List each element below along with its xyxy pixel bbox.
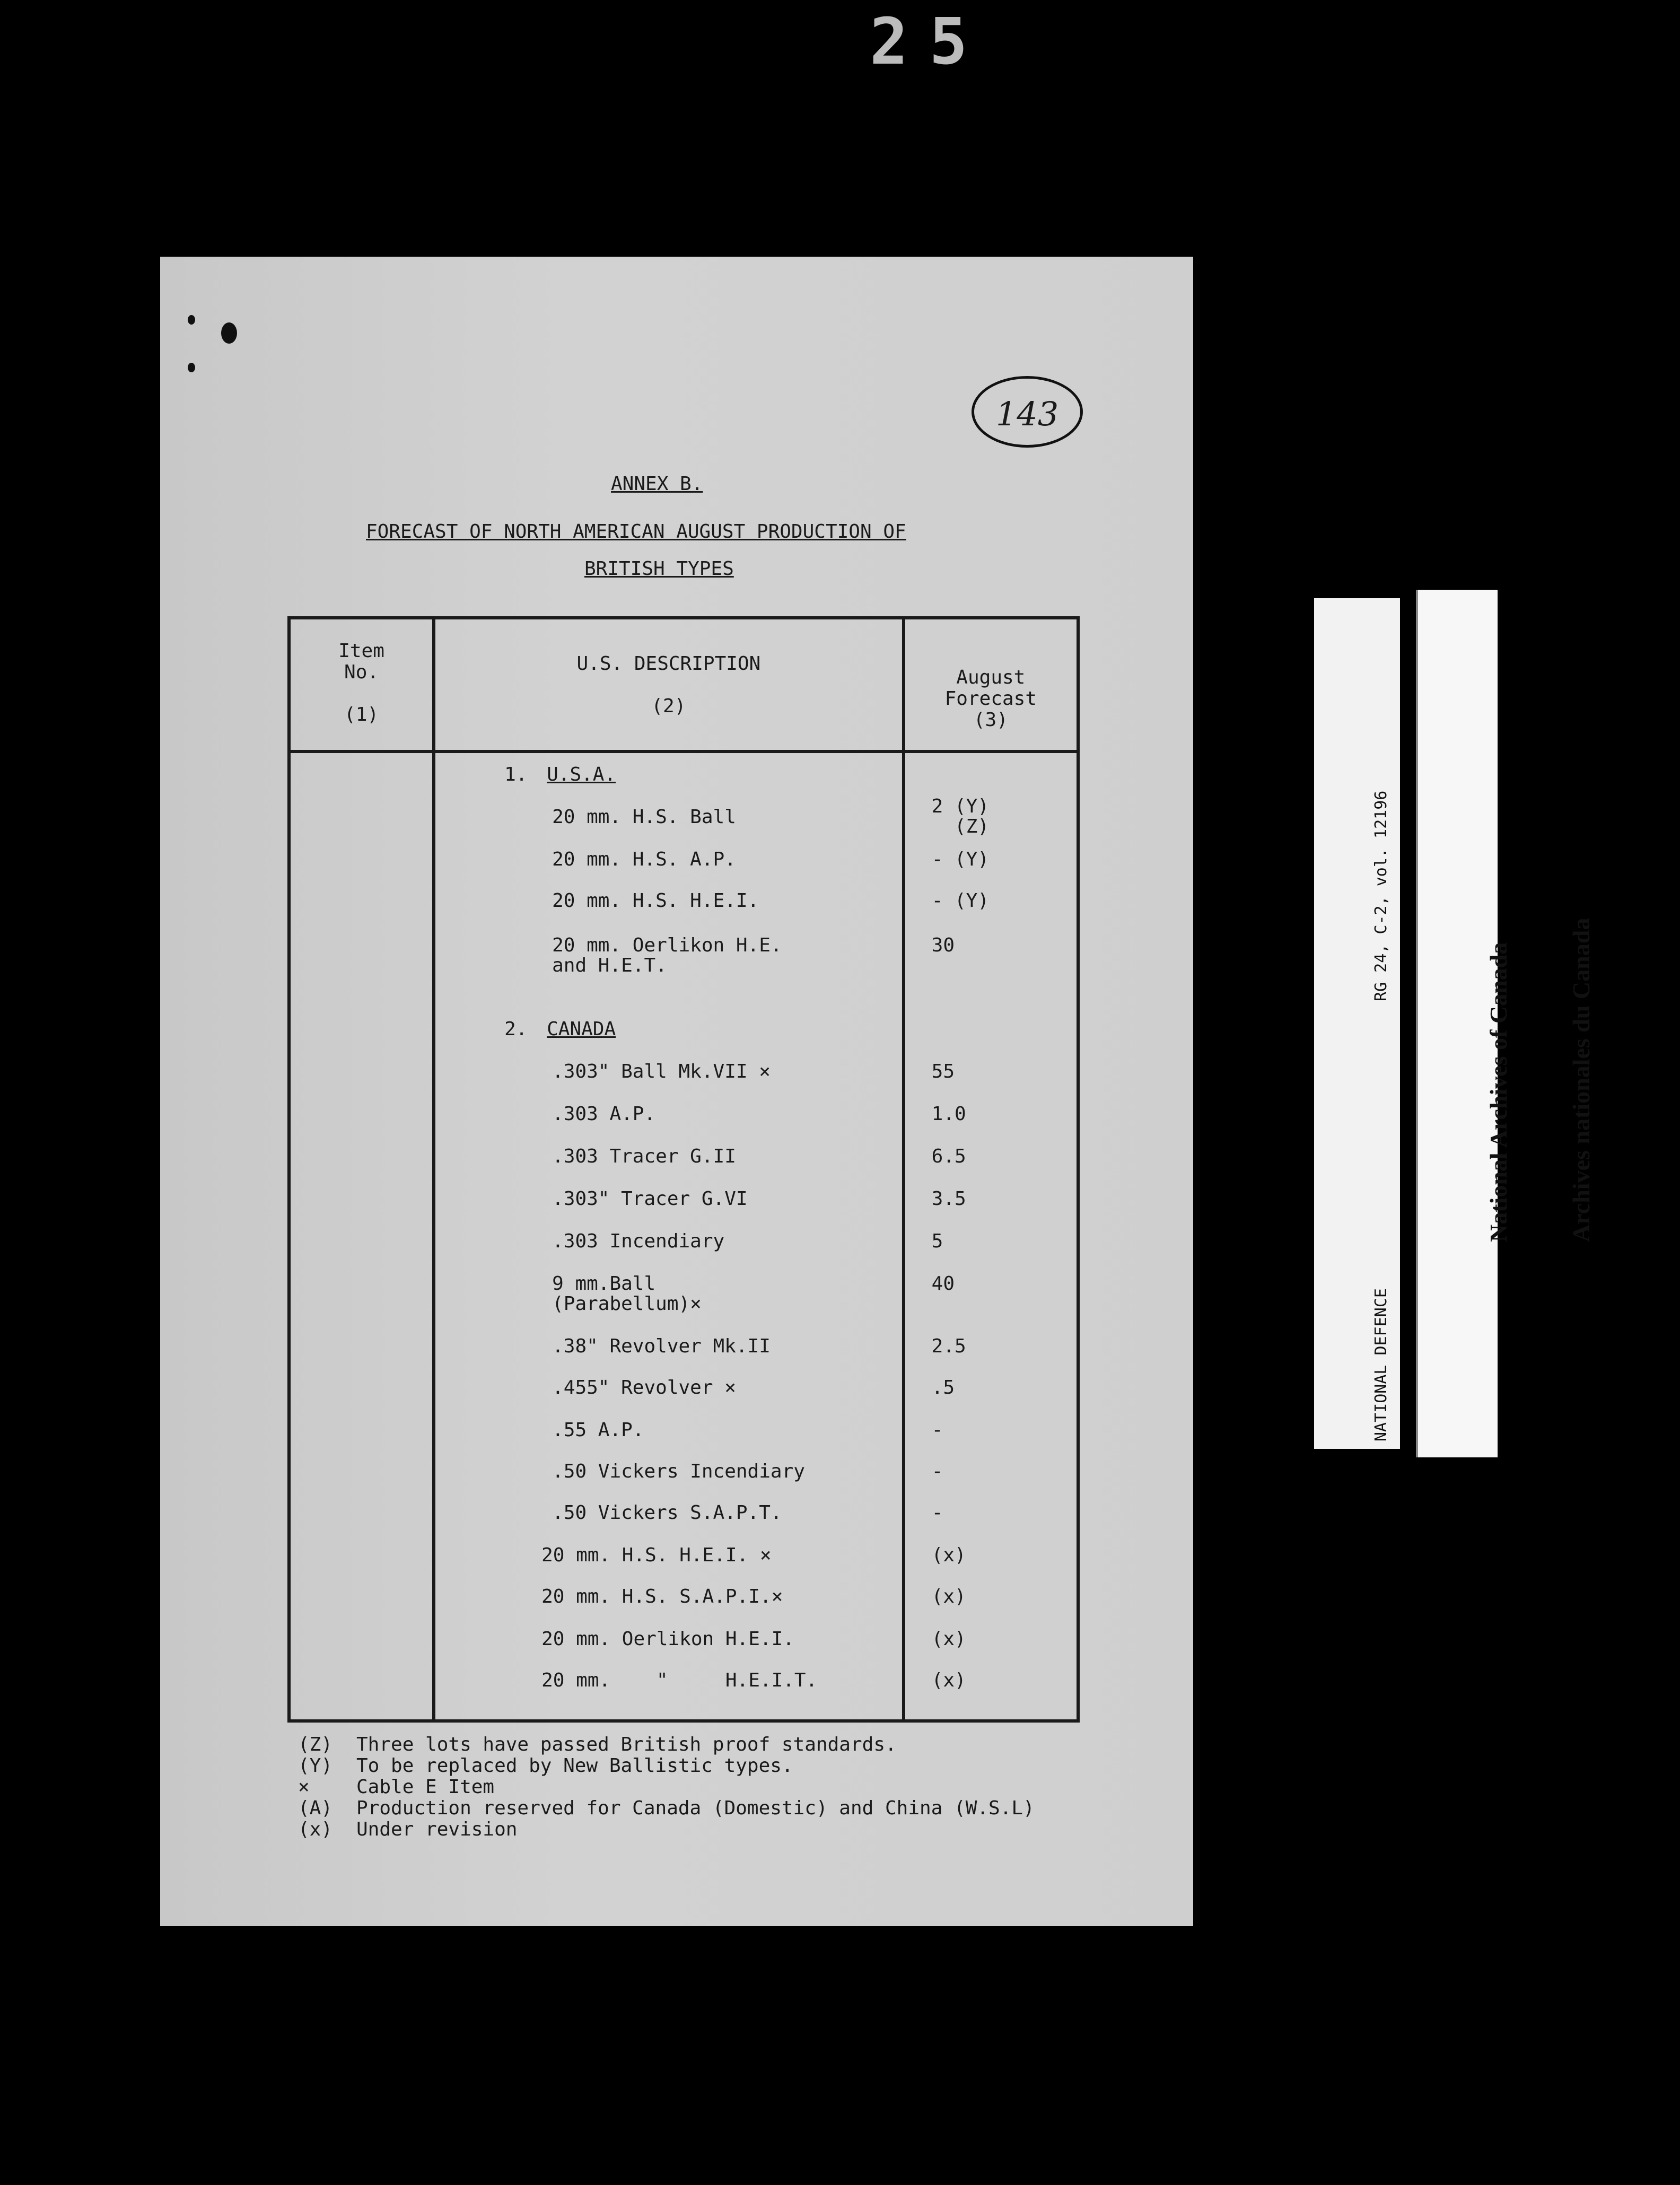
header-desc-text: U.S. DESCRIPTION [576, 653, 761, 675]
forecast-cell: (x) [931, 1670, 966, 1691]
footnote-symbol: (Y) [298, 1755, 333, 1777]
footnote-symbol: ⨯ [298, 1776, 310, 1798]
annex-label: ANNEX B. [611, 473, 703, 495]
forecast-cell: - (Y) [931, 890, 990, 912]
archives-name [1430, 918, 1650, 1242]
archives-line: Archives nationales du Canada [1568, 917, 1595, 1242]
description-cell: 20 mm. H.S. H.E.I. ⨯ [541, 1544, 772, 1566]
description-rows [435, 753, 902, 1719]
description-cell: .455" Revolver ⨯ [552, 1377, 736, 1399]
footnote [298, 1819, 1035, 1840]
footnote-text: Under revision [356, 1819, 518, 1840]
description-cell: .55 A.P. [552, 1419, 644, 1441]
description-column [434, 751, 904, 1721]
forecast-cell: (x) [931, 1586, 966, 1607]
description-cell: .50 Vickers Incendiary [552, 1461, 805, 1482]
table-header-row [289, 618, 1078, 751]
punch-hole [188, 315, 195, 325]
page-number-stamp [972, 376, 1083, 448]
header-item-text: (1) [344, 704, 379, 726]
footnote-symbol: (Z) [298, 1734, 333, 1755]
forecast-cell: 30 [931, 934, 955, 956]
header-item-no [289, 618, 434, 751]
description-cell: 20 mm. Oerlikon H.E. and H.E.T. [552, 934, 782, 976]
forecast-cell: (x) [931, 1628, 966, 1650]
header-aug-text: (3) [973, 709, 1008, 731]
section-number: 1. [504, 764, 528, 785]
forecast-table [287, 616, 1080, 1723]
title-line-2: BRITISH TYPES [584, 558, 734, 580]
header-desc-text: (2) [651, 695, 686, 717]
description-cell: 20 mm. Oerlikon H.E.I. [541, 1628, 794, 1650]
section-heading: U.S.A. [547, 764, 616, 785]
footnote [298, 1755, 1035, 1777]
forecast-rows [905, 753, 1077, 1719]
description-cell: 9 mm.Ball (Parabellum)⨯ [552, 1273, 702, 1315]
forecast-cell: 5 [931, 1230, 943, 1252]
footnote [298, 1777, 1035, 1798]
description-cell: .303 Incendiary [552, 1230, 725, 1252]
footnote-text: To be replaced by New Ballistic types. [356, 1755, 793, 1777]
page-number: 143 [995, 395, 1059, 433]
document-page [160, 257, 1193, 1926]
header-description [434, 618, 904, 751]
forecast-cell: 2.5 [931, 1335, 966, 1357]
archives-line: National Archives of Canada [1485, 942, 1512, 1242]
title-line-1: FORECAST OF NORTH AMERICAN AUGUST PRODUCTION OF [366, 521, 906, 543]
forecast-cell: (x) [931, 1544, 966, 1566]
forecast-cell: - [931, 1502, 943, 1524]
footnote-symbol: (A) [298, 1797, 333, 1819]
forecast-cell: 3.5 [931, 1188, 966, 1210]
footnote-text: Cable E Item [356, 1776, 495, 1798]
punch-hole [188, 363, 195, 372]
description-cell: 20 mm. H.S. A.P. [552, 849, 736, 870]
footnotes [298, 1734, 1035, 1840]
description-cell: 20 mm. " H.E.I.T. [541, 1670, 818, 1691]
description-cell: .303" Ball Mk.VII ⨯ [552, 1061, 771, 1082]
forecast-cell: - (Y) [931, 849, 990, 870]
frame-number: 25 [870, 5, 989, 79]
description-cell: 20 mm. H.S. H.E.I. [552, 890, 759, 912]
header-august-forecast [904, 618, 1078, 751]
header-item-text: No. [344, 661, 379, 683]
department-line: NATIONAL DEFENCE [1372, 1288, 1390, 1441]
footnote-text: Three lots have passed British proof standards. [356, 1734, 897, 1755]
forecast-cell: 40 [931, 1273, 955, 1295]
description-cell: 20 mm. H.S. Ball [552, 806, 736, 828]
punch-hole [221, 322, 237, 344]
section-heading: CANADA [547, 1018, 616, 1040]
footnote [298, 1734, 1035, 1755]
forecast-cell: 6.5 [931, 1146, 966, 1167]
header-aug-text: August [956, 667, 1026, 688]
forecast-cell: 1.0 [931, 1103, 966, 1125]
section-number: 2. [504, 1018, 528, 1040]
footnote-text: Production reserved for Canada (Domestic) and China (W.S.L) [356, 1797, 1035, 1819]
forecast-column [904, 751, 1078, 1721]
footnote [298, 1798, 1035, 1819]
description-cell: .303 A.P. [552, 1103, 656, 1125]
footnote-symbol: (x) [298, 1819, 333, 1840]
forecast-cell: .5 [931, 1377, 955, 1399]
archives-label-strip [1416, 590, 1595, 1457]
forecast-cell: 2 (Y) (Z) [931, 796, 990, 837]
forecast-cell: - [931, 1419, 943, 1441]
forecast-cell: - [931, 1461, 943, 1482]
description-cell: 20 mm. H.S. S.A.P.I.⨯ [541, 1586, 783, 1607]
header-aug-text: Forecast [944, 688, 1037, 710]
description-cell: .303" Tracer G.VI [552, 1188, 748, 1210]
forecast-cell: 55 [931, 1061, 955, 1082]
description-cell: .50 Vickers S.A.P.T. [552, 1502, 782, 1524]
header-item-text: Item [338, 640, 384, 662]
item-column [289, 751, 434, 1721]
archive-reference-tag [1314, 598, 1400, 1449]
reference-line: RG 24, C-2, vol. 12196 [1372, 790, 1390, 1001]
description-cell: .303 Tracer G.II [552, 1146, 736, 1167]
table-body-row [289, 751, 1078, 1721]
description-cell: .38" Revolver Mk.II [552, 1335, 771, 1357]
